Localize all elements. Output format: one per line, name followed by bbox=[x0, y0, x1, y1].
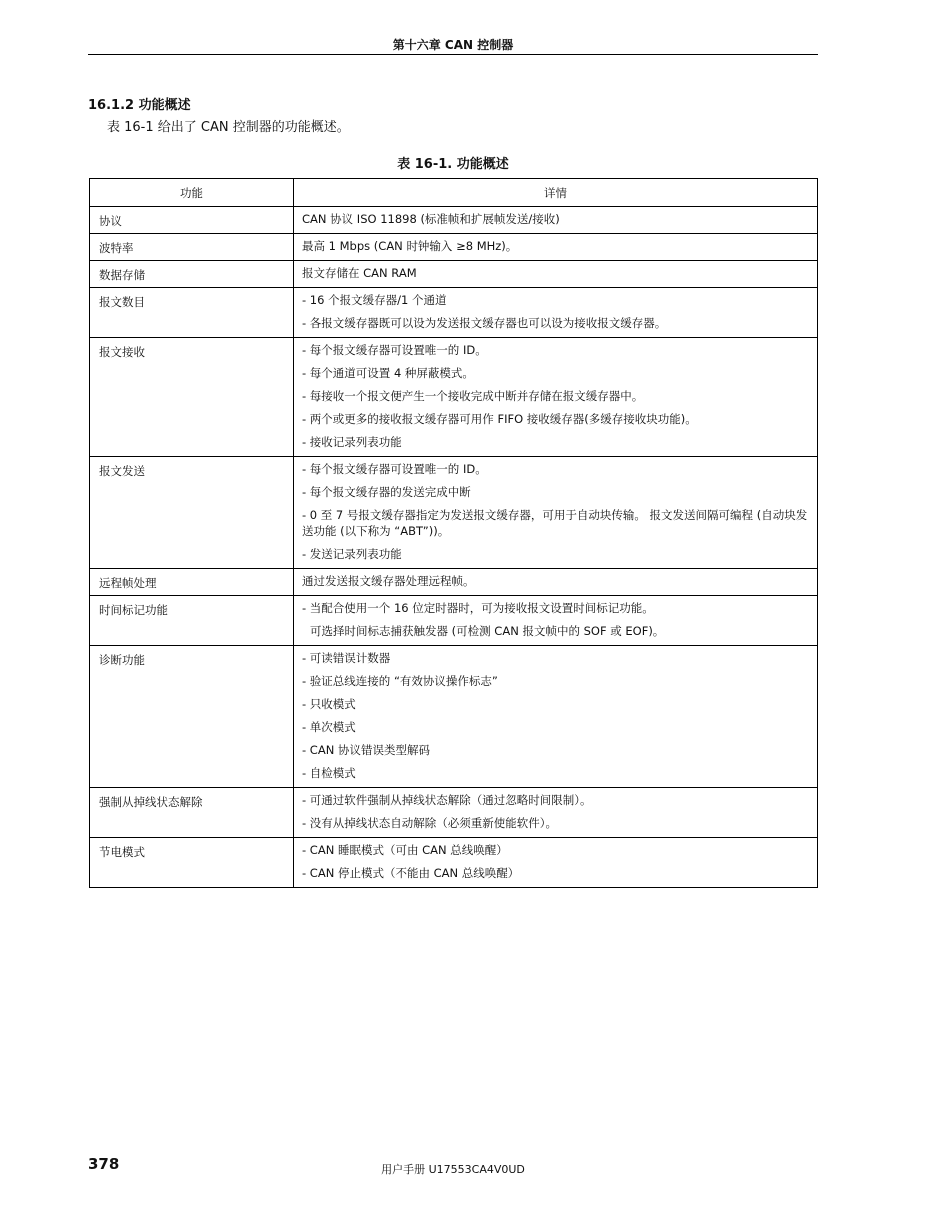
details-cell bbox=[294, 788, 818, 838]
detail-line: - 发送记录列表功能 bbox=[302, 547, 402, 561]
table-row bbox=[90, 596, 818, 646]
table-row bbox=[90, 569, 818, 596]
table-row bbox=[90, 338, 818, 457]
detail-line: 最高 1 Mbps (CAN 时钟输入 ≥8 MHz)。 bbox=[302, 239, 518, 253]
detail-line: - CAN 停止模式（不能由 CAN 总线唤醒） bbox=[302, 866, 520, 880]
detail-line: - 各报文缓存器既可以设为发送报文缓存器也可以设为接收报文缓存器。 bbox=[302, 316, 667, 330]
feature-overview-table bbox=[89, 178, 818, 888]
detail-line: - 可通过软件强制从掉线状态解除（通过忽略时间限制）。 bbox=[302, 793, 592, 807]
table-row bbox=[90, 788, 818, 838]
table-header-row bbox=[90, 179, 818, 207]
table-row bbox=[90, 288, 818, 338]
details-cell bbox=[294, 838, 818, 888]
detail-line: - 验证总线连接的 “有效协议操作标志” bbox=[302, 674, 498, 688]
feature-cell: 数据存储 bbox=[90, 261, 294, 288]
detail-line: - 只收模式 bbox=[302, 697, 356, 711]
detail-line: - 可读错误计数器 bbox=[302, 651, 391, 665]
header-details: 详情 bbox=[294, 179, 818, 207]
feature-cell: 报文数目 bbox=[90, 288, 294, 338]
details-cell bbox=[294, 207, 818, 234]
detail-line: - CAN 协议错误类型解码 bbox=[302, 743, 430, 757]
details-cell bbox=[294, 234, 818, 261]
detail-line: - 单次模式 bbox=[302, 720, 356, 734]
feature-cell: 报文接收 bbox=[90, 338, 294, 457]
table-row bbox=[90, 261, 818, 288]
feature-cell: 时间标记功能 bbox=[90, 596, 294, 646]
table-row bbox=[90, 207, 818, 234]
feature-cell: 波特率 bbox=[90, 234, 294, 261]
table-row bbox=[90, 457, 818, 569]
detail-line: - 没有从掉线状态自动解除（必须重新使能软件）。 bbox=[302, 816, 558, 830]
details-cell bbox=[294, 646, 818, 788]
table-row bbox=[90, 234, 818, 261]
feature-cell: 诊断功能 bbox=[90, 646, 294, 788]
detail-line: - 16 个报文缓存器/1 个通道 bbox=[302, 293, 447, 307]
detail-line: - 每个通道可设置 4 种屏蔽模式。 bbox=[302, 366, 474, 380]
details-cell bbox=[294, 596, 818, 646]
footer-manual-id: 用户手册 U17553CA4V0UD bbox=[381, 1163, 525, 1176]
table-row bbox=[90, 838, 818, 888]
details-cell bbox=[294, 288, 818, 338]
detail-line: - 两个或更多的接收报文缓存器可用作 FIFO 接收缓存器(多缓存接收块功能)。 bbox=[302, 412, 697, 426]
detail-line: - 每个报文缓存器可设置唯一的 ID。 bbox=[302, 343, 487, 357]
detail-line: 报文存储在 CAN RAM bbox=[302, 266, 417, 280]
detail-line: - CAN 睡眠模式（可由 CAN 总线唤醒） bbox=[302, 843, 508, 857]
detail-line: - 自检模式 bbox=[302, 766, 356, 780]
details-cell bbox=[294, 261, 818, 288]
details-cell bbox=[294, 338, 818, 457]
header-feature: 功能 bbox=[90, 179, 294, 207]
detail-line: - 每个报文缓存器的发送完成中断 bbox=[302, 485, 471, 499]
detail-line: CAN 协议 ISO 11898 (标准帧和扩展帧发送/接收) bbox=[302, 212, 560, 226]
feature-cell: 节电模式 bbox=[90, 838, 294, 888]
details-cell bbox=[294, 457, 818, 569]
page-header: 第十六章 CAN 控制器 bbox=[392, 38, 514, 52]
detail-line: - 每接收一个报文便产生一个接收完成中断并存储在报文缓存器中。 bbox=[302, 389, 644, 403]
feature-cell: 远程帧处理 bbox=[90, 569, 294, 596]
feature-cell: 强制从掉线状态解除 bbox=[90, 788, 294, 838]
feature-cell: 报文发送 bbox=[90, 457, 294, 569]
feature-cell: 协议 bbox=[90, 207, 294, 234]
header-rule bbox=[88, 54, 818, 55]
detail-line: - 0 至 7 号报文缓存器指定为发送报文缓存器，可用于自动块传输。 报文发送间隔可编程 (自动块发送功能 (以下称为 “ABT”))。 bbox=[302, 508, 808, 538]
detail-line: 可选择时间标志捕获触发器 (可检测 CAN 报文帧中的 SOF 或 EOF)。 bbox=[310, 624, 665, 638]
page-number: 378 bbox=[88, 1155, 120, 1173]
section-title: 16.1.2 功能概述 bbox=[88, 98, 191, 113]
detail-line: - 接收记录列表功能 bbox=[302, 435, 402, 449]
table-row bbox=[90, 646, 818, 788]
detail-line: 通过发送报文缓存器处理远程帧。 bbox=[302, 574, 475, 588]
table-caption: 表 16-1. 功能概述 bbox=[397, 157, 509, 172]
intro-paragraph: 表 16-1 给出了 CAN 控制器的功能概述。 bbox=[107, 120, 350, 135]
detail-line: - 当配合使用一个 16 位定时器时，可为接收报文设置时间标记功能。 bbox=[302, 601, 654, 615]
detail-line: - 每个报文缓存器可设置唯一的 ID。 bbox=[302, 462, 487, 476]
details-cell bbox=[294, 569, 818, 596]
